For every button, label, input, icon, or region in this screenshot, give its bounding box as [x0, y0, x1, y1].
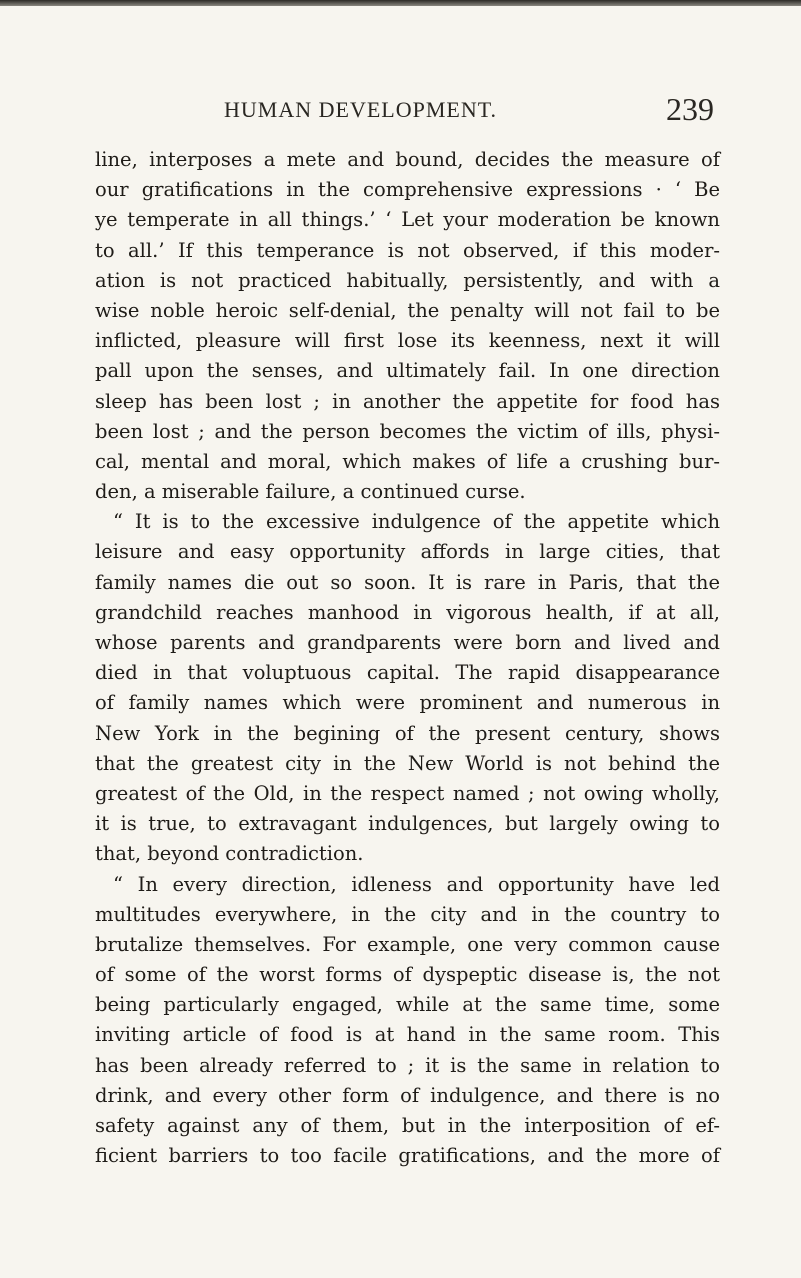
- text-line: family names die out so soon. It is rare in Paris, that the: [95, 570, 720, 594]
- text-line: ye temperate in all things.’ ‘ Let your moderation be known: [95, 208, 720, 232]
- text-line: pall upon the senses, and ultimately fail. In one direction: [95, 359, 720, 383]
- text-line: New York in the begining of the present century, shows: [95, 721, 720, 745]
- text-line: whose parents and grandparents were born and lived and: [95, 631, 720, 654]
- text-line: leisure and easy opportunity affords in large cities, that: [95, 540, 720, 564]
- text-line: “ In every direction, idleness and opportunity have led: [113, 872, 720, 896]
- text-line: to all.’ If this temperance is not observed, if this moder-: [95, 238, 720, 262]
- text-line: multitudes everywhere, in the city and in the country to: [95, 902, 720, 926]
- text-line: cal, mental and moral, which makes of life a crushing bur-: [95, 449, 720, 473]
- text-line: of some of the worst forms of dyspeptic disease is, the not: [95, 963, 720, 987]
- text-line: that the greatest city in the New World is not behind the: [95, 751, 720, 775]
- text-line: our gratifications in the comprehensive expressions · ‘ Be: [95, 178, 720, 202]
- text-line: sleep has been lost ; in another the appetite for food has: [95, 389, 720, 413]
- text-line: grandchild reaches manhood in vigorous health, if at all,: [95, 600, 720, 624]
- text-line: that, beyond contradiction.: [95, 842, 364, 866]
- text-line: den, a miserable failure, a continued curse.: [95, 480, 526, 504]
- text-line: of family names which were prominent and numerous in: [95, 691, 720, 715]
- text-line: ficient barriers to too facile gratifications, and the more of: [95, 1144, 720, 1168]
- text-line: has been already referred to ; it is the same in relation to: [95, 1053, 720, 1077]
- text-line: “ It is to the excessive indulgence of the appetite which: [113, 510, 720, 534]
- text-line: drink, and every other form of indulgence, and there is no: [95, 1083, 720, 1107]
- text-line: ation is not practiced habitually, persistently, and with a: [95, 268, 720, 292]
- running-head: HUMAN DEVELOPMENT.: [224, 97, 498, 122]
- text-line: being particularly engaged, while at the same time, some: [95, 993, 720, 1017]
- text-line: died in that voluptuous capital. The rapid disappearance: [95, 661, 720, 685]
- body-text: [95, 145, 720, 1171]
- text-line: inflicted, pleasure will first lose its keenness, next it will: [95, 329, 720, 353]
- text-line: wise noble heroic self-denial, the penalty will not fail to be: [95, 298, 720, 322]
- text-line: safety against any of them, but in the interposition of ef-: [95, 1114, 720, 1137]
- text-line: inviting article of food is at hand in the same room. This: [95, 1023, 720, 1047]
- text-line: line, interposes a mete and bound, decides the measure of: [95, 148, 720, 171]
- page-top-edge: [0, 0, 801, 6]
- text-line: brutalize themselves. For example, one very common cause: [95, 932, 720, 956]
- text-line: it is true, to extravagant indulgences, but largely owing to: [95, 812, 720, 836]
- text-line: been lost ; and the person becomes the victim of ills, physi-: [95, 419, 720, 443]
- page-number: 239: [666, 91, 714, 127]
- page-header: [114, 91, 714, 135]
- text-line: greatest of the Old, in the respect named ; not owing wholly,: [95, 781, 720, 805]
